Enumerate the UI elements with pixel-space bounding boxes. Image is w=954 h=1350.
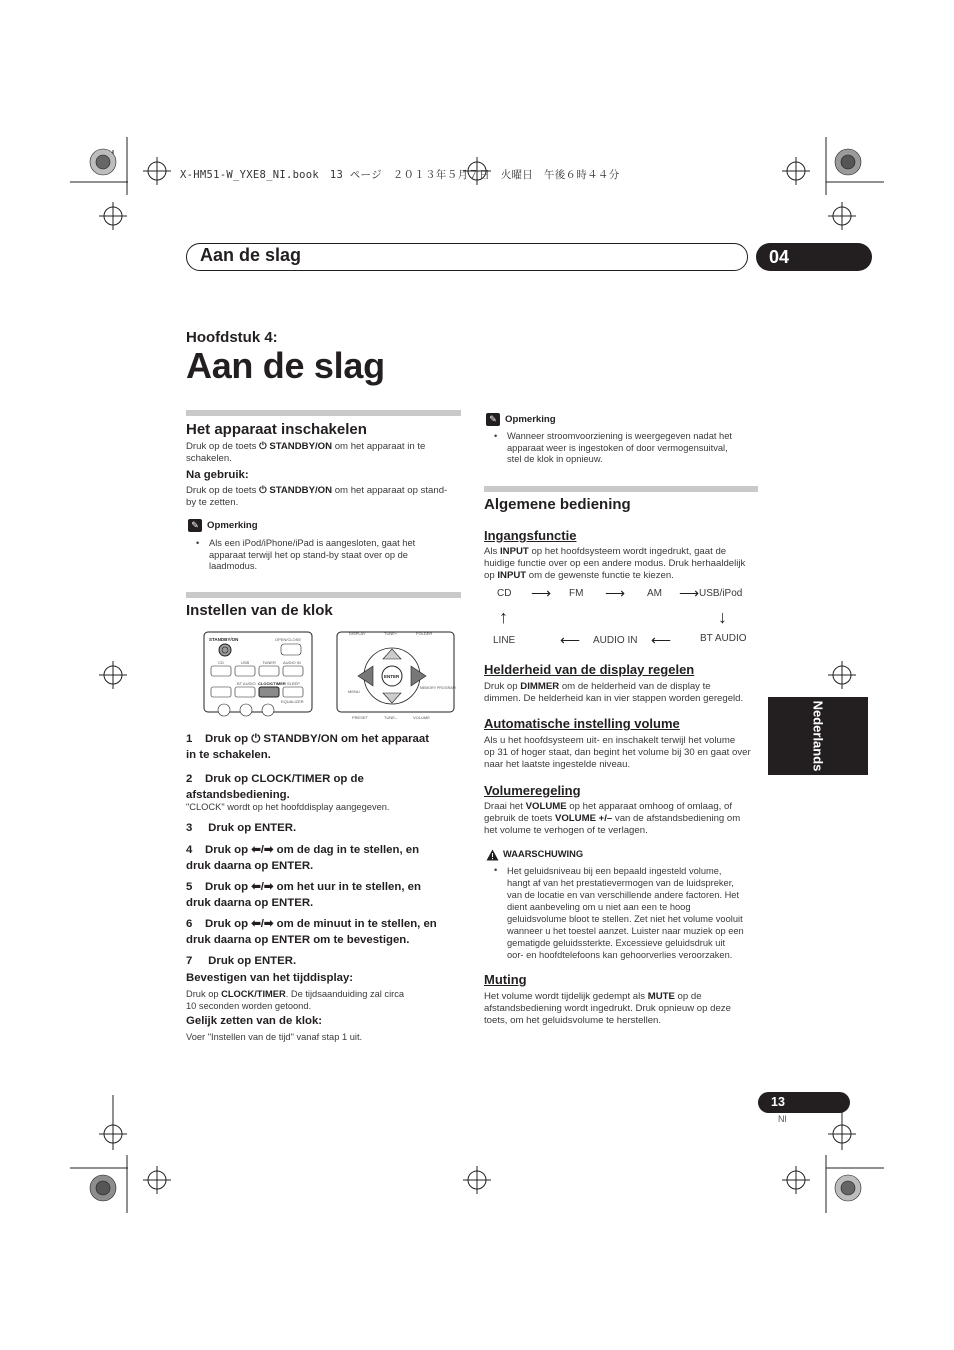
label-menu: MENU	[348, 689, 360, 694]
autovol-heading: Automatische instelling volume	[484, 716, 680, 731]
header-title: Aan de slag	[200, 245, 302, 265]
muting-text: Het volume wordt tijdelijk gedempt als MUTE op de afstandsbediening wordt ingedrukt. Druk opnieuw op deze toets, om het geluidsvolume te herstellen.	[484, 991, 731, 1026]
section-divider	[186, 592, 461, 598]
flow-fm: FM	[569, 588, 584, 599]
note-icon: ✎	[188, 519, 202, 532]
section-title-general: Algemene bediening	[484, 496, 631, 513]
label-equalizer: EQUALIZER	[281, 699, 304, 704]
file-header: X-HM51-W_YXE8_NI.book 13 ページ ２０１３年５月７日 火曜日 午後６時４４分	[180, 169, 620, 181]
warning-label: WAARSCHUWING	[503, 849, 584, 859]
label-standby: STANDBY/ON	[209, 637, 239, 642]
label-usb: USB	[241, 660, 250, 665]
chapter-label: Hoofdstuk 4:	[186, 329, 278, 346]
note-icon: ✎	[486, 413, 500, 426]
label-bt-audio: BT AUDIO	[237, 681, 256, 686]
label-preset: PRESET	[352, 715, 369, 720]
step-3: 3 Druk op ENTER.	[186, 822, 297, 834]
input-text: Als INPUT op het hoofdsysteem wordt ingedrukt, gaat de huidige functie over op een andere modus. Druk herhaaldelijk op INPUT om de gewenste functie te kiezen.	[484, 546, 746, 581]
warning-icon	[486, 849, 499, 861]
page-title: Aan de slag	[186, 345, 385, 386]
power-icon: ⏻	[259, 485, 270, 496]
dimmer-text: Druk op DIMMER om de helderheid van de display te dimmen. De helderheid kan in vier stappen worden geregeld.	[484, 681, 744, 704]
label-display: DISPLAY	[349, 631, 366, 636]
flow-usb-ipod: USB/iPod	[699, 588, 743, 599]
sync-heading: Gelijk zetten van de klok:	[186, 1015, 323, 1027]
label-sleep: SLEEP	[287, 681, 300, 686]
label-memory: MEMORY PROGRAM	[420, 686, 456, 690]
autovol-text: Als u het hoofdsysteem uit- en inschakelt terwijl het volume op 31 of hoger staat, dan begint het volume bij 30 en gaat over naar het laatste ingestelde niveau.	[484, 735, 751, 770]
label-enter: ENTER	[384, 674, 400, 679]
page-language-code: Nl	[778, 1114, 787, 1124]
note-label: Opmerking	[207, 520, 258, 531]
left-arrow-icon: ⟵	[651, 632, 672, 648]
sync-text: Voer "Instellen van de tijd" vanaf stap 1 uit.	[186, 1032, 363, 1042]
step-2: 2 Druk op CLOCK/TIMER op de afstandsbediening.	[186, 773, 364, 801]
right-arrow-icon: ⟶	[531, 585, 552, 601]
label-clock-timer: CLOCK/TIMER	[258, 681, 286, 686]
label-audio-in: AUDIO IN	[283, 660, 301, 665]
dimmer-heading: Helderheid van de display regelen	[484, 662, 695, 677]
flow-am: AM	[647, 588, 662, 599]
volume-heading: Volumeregeling	[484, 783, 581, 798]
note-text: Als een iPod/iPhone/iPad is aangesloten, gaat het apparaat terwijl het op stand-by staat over op de laadmodus.	[209, 538, 416, 572]
page-number: 13	[758, 1092, 850, 1113]
up-arrow-icon: ↑	[499, 607, 508, 627]
note-bullet: •	[494, 431, 498, 441]
left-right-arrow-icons: ⬅/➡	[251, 918, 274, 930]
after-use-heading: Na gebruik:	[186, 469, 249, 481]
power-on-text: Druk op de toets ⏻ STANDBY/ON om het apparaat in te schakelen.	[186, 441, 426, 464]
right-arrow-icon: ⟶	[605, 585, 626, 601]
confirm-heading: Bevestigen van het tijddisplay:	[186, 972, 354, 984]
left-right-arrow-icons: ⬅/➡	[251, 881, 274, 893]
right-arrow-icon: ⟶	[679, 585, 700, 601]
language-side-tab-label: Nederlands	[810, 700, 826, 772]
after-use-text: Druk op de toets ⏻ STANDBY/ON om het apparaat op stand- by te zetten.	[186, 485, 448, 508]
muting-heading: Muting	[484, 972, 527, 987]
label-tune-plus: TUNE+	[384, 631, 398, 636]
section-title-clock: Instellen van de klok	[186, 602, 333, 619]
section-divider	[186, 410, 461, 416]
label-folder: FOLDER	[416, 631, 433, 636]
note-text: Wanneer stroomvoorziening is weergegeven nadat het apparaat weer is ingestoken of door vermogensuitval, stel de klok in opnieuw.	[507, 431, 732, 465]
input-heading: Ingangsfunctie	[484, 528, 577, 543]
label-tune-minus: TUNE–	[384, 715, 398, 720]
flow-line: LINE	[493, 635, 516, 646]
note-bullet: •	[196, 538, 200, 548]
label-volume: VOLUME	[413, 715, 430, 720]
warning-bullet: •	[494, 865, 498, 875]
section-title-power-on: Het apparaat inschakelen	[186, 421, 367, 438]
flow-bt-audio: BT AUDIO	[700, 633, 747, 644]
section-divider	[484, 486, 758, 492]
step-6: 6 Druk op ⬅/➡ om de minuut in te stellen, en druk daarna op ENTER om te bevestigen.	[186, 918, 437, 946]
step-2-note: "CLOCK" wordt op het hoofddisplay aangegeven.	[186, 802, 390, 812]
note-label: Opmerking	[505, 414, 556, 425]
label-tuner: TUNER	[262, 660, 276, 665]
warning-text: Het geluidsniveau bij een bepaald ingesteld volume, hangt af van het prestatievermogen van de luidspreker, van de locatie en van verschillende andere factoren. Het dient aanbeveling om u niet aan een te hoog geluidsvolume bloot te stellen. Zet niet het volume vooluit wanneer u het toestel aanzet. Luister naar muziek op een gematigde geluidssterkte. Excessieve geluidsdruk uit oor- en hoofdtelefoons kan gehoorverlies veroorzaken.	[507, 866, 744, 960]
step-1: 1 Druk op ⏻ STANDBY/ON om het apparaat in te schakelen.	[186, 733, 430, 761]
flow-audio-in: AUDIO IN	[593, 635, 638, 646]
step-7: 7 Druk op ENTER.	[186, 955, 297, 967]
left-arrow-icon: ⟵	[560, 632, 581, 648]
down-arrow-icon: ↓	[718, 607, 727, 627]
step-4: 4 Druk op ⬅/➡ om de dag in te stellen, en druk daarna op ENTER.	[186, 844, 420, 872]
volume-text: Draai het VOLUME op het apparaat omhoog of omlaag, of gebruik de toets VOLUME +/– van de afstandsbediening om het volume te verhogen of te verlagen.	[484, 801, 741, 836]
label-cd: CD	[218, 660, 224, 665]
remote-control-illustration	[203, 631, 456, 720]
label-open-close: OPEN/CLOSE	[275, 637, 302, 642]
flow-cd: CD	[497, 588, 512, 599]
chapter-number-badge: 04	[756, 243, 872, 271]
left-right-arrow-icons: ⬅/➡	[251, 844, 274, 856]
power-icon: ⏻	[251, 733, 264, 745]
power-icon: ⏻	[259, 441, 270, 452]
confirm-text: Druk op CLOCK/TIMER. De tijdsaanduiding zal circa 10 seconden worden getoond.	[186, 989, 405, 1011]
step-5: 5 Druk op ⬅/➡ om het uur in te stellen, en druk daarna op ENTER.	[186, 881, 421, 909]
